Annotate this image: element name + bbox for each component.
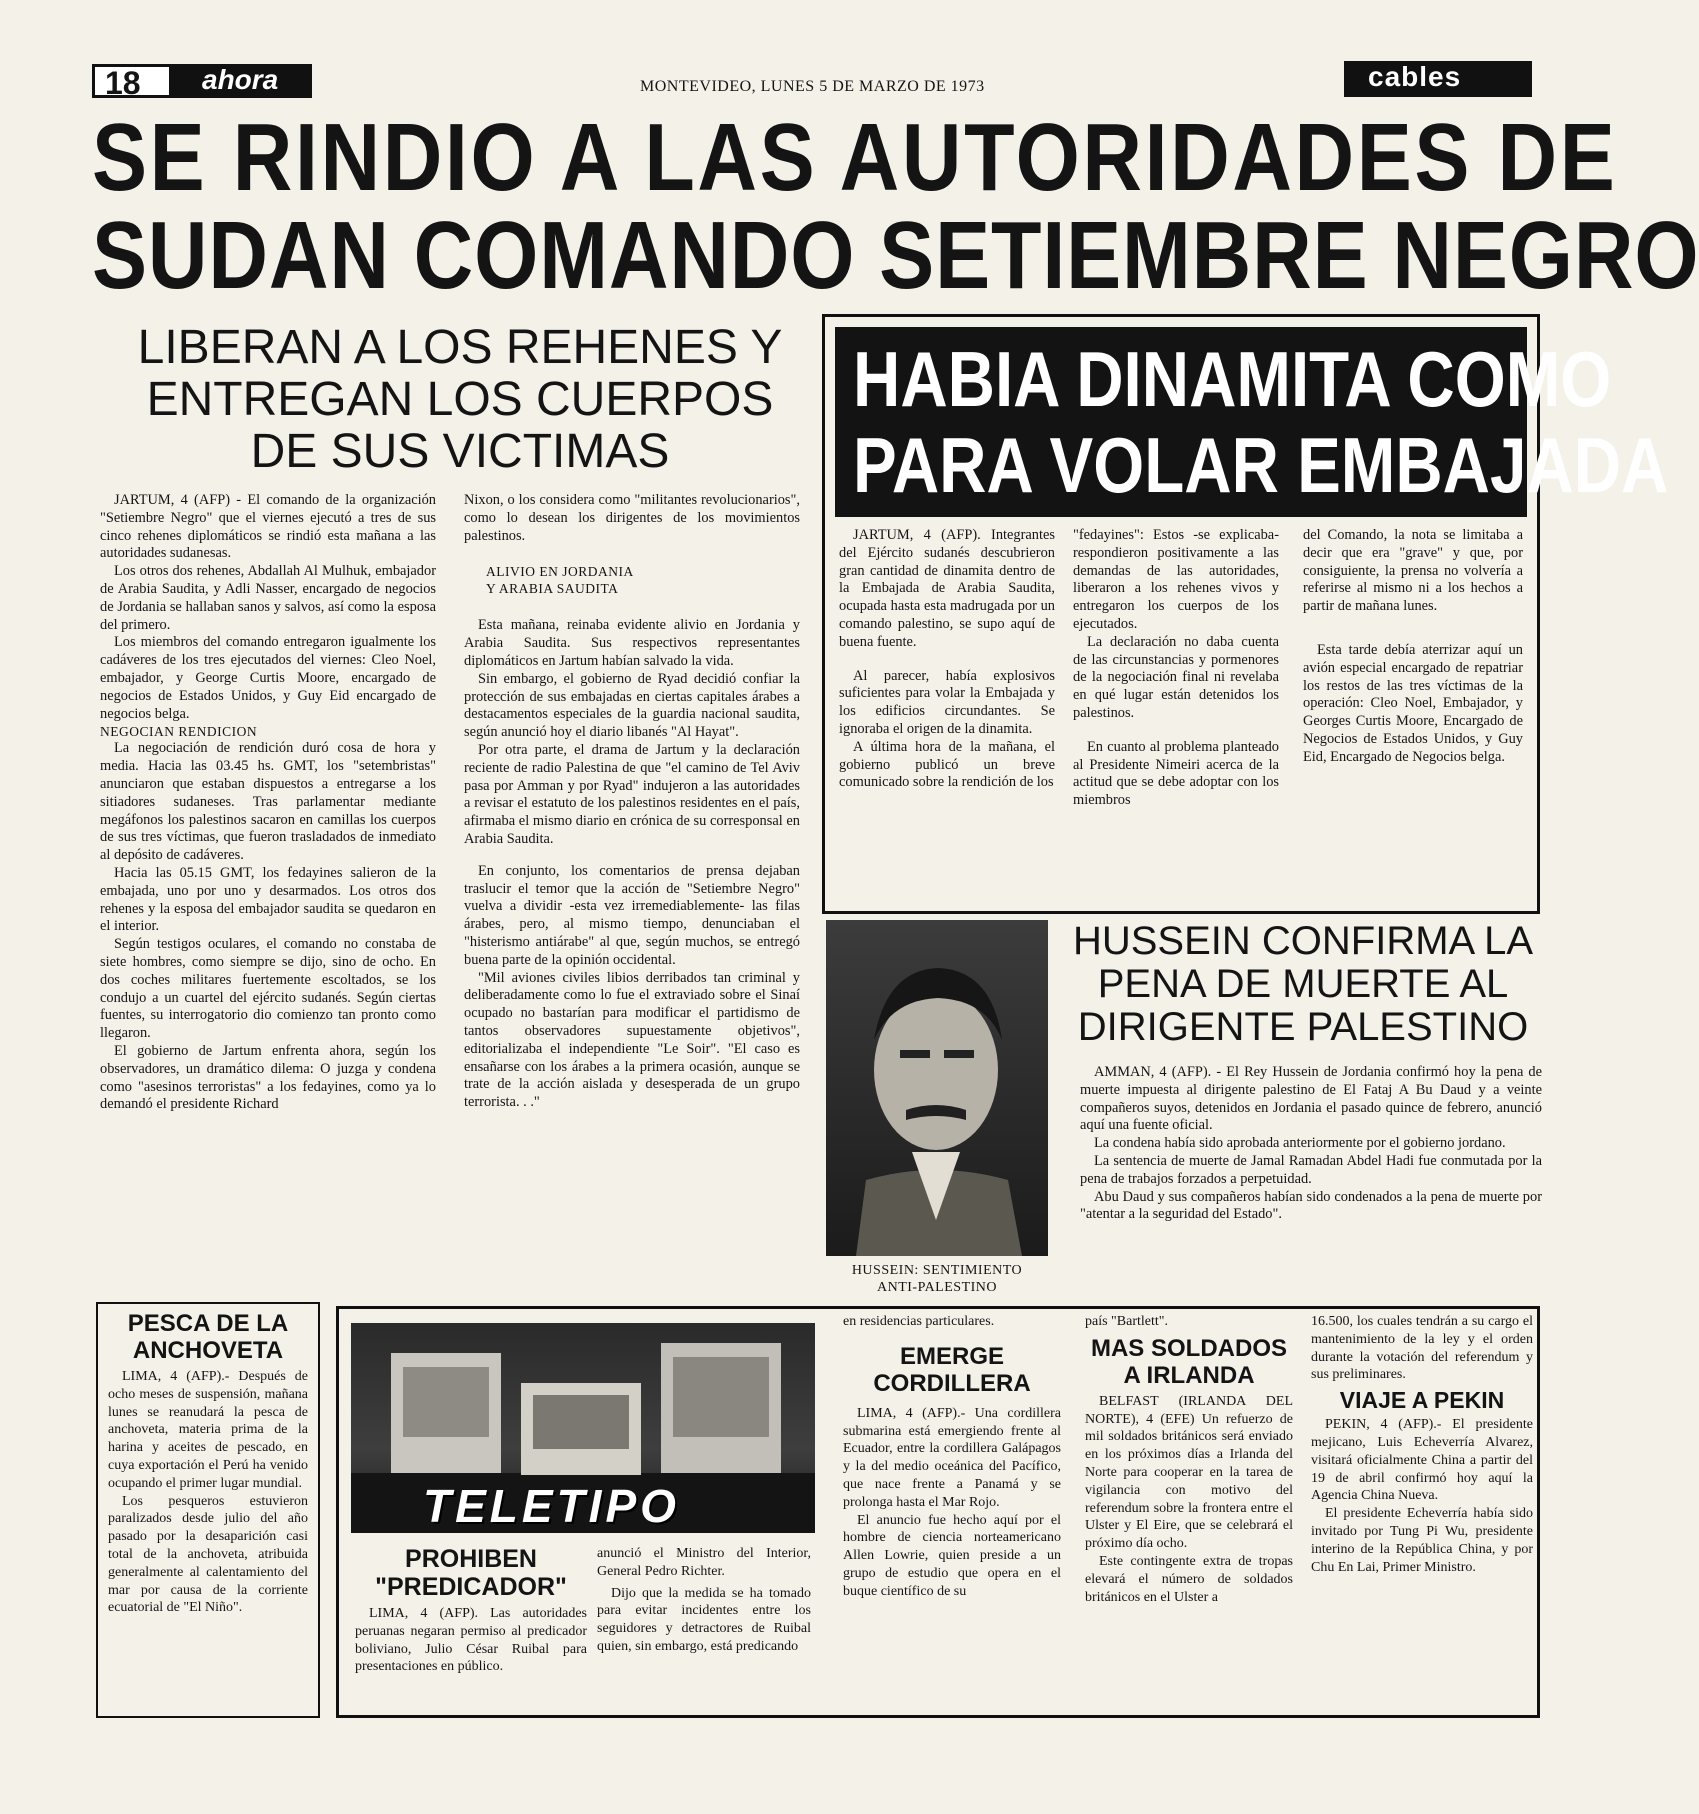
paragraph: Los pesqueros estuvieron paralizados desde julio del año pasado por la desaparición casi total de la anchoveta, atribuida generalmente al calentamiento del mar por causa de la corriente ecuatorial de "El Niño". (108, 1493, 308, 1616)
prohiben-headline-line-2: "PREDICADOR" (375, 1573, 567, 1601)
caption-line-2: ANTI-PALESTINO (876, 1280, 998, 1295)
paragraph: LIMA, 4 (AFP). Las autoridades peruanas negaran permiso al predicador boliviano, Julio César Ruibal para presentaciones en público. (355, 1606, 587, 1675)
pekin-headline: VIAJE A PEKIN (1339, 1387, 1505, 1414)
paragraph: La condena había sido aprobada anteriormente por el gobierno jordano. (1094, 1135, 1506, 1152)
page-number-box (92, 64, 172, 101)
cordillera-lead: en residencias particulares. (843, 1314, 995, 1329)
section-label: ahora (202, 64, 279, 95)
irlanda-lead: país "Bartlett". (1085, 1314, 1168, 1329)
main-story-subhead (110, 322, 810, 478)
prohiben-headline-line-1: PROHIBEN (405, 1545, 537, 1573)
cordillera-headline-line-1: EMERGE (899, 1342, 1004, 1370)
paragraph: anunció el Ministro del Interior, General Pedro Richter. (597, 1546, 811, 1579)
anchoveta-story-box (96, 1302, 320, 1718)
page-number: 18 (105, 65, 141, 101)
anchoveta-headline-line-2: ANCHOVETA (132, 1337, 284, 1364)
main-story-column-2 (464, 492, 800, 1294)
subhead-line-1: LIBERAN A LOS REHENES Y (137, 321, 783, 374)
paragraph: "Mil aviones civiles libios derribados tan criminal y deliberadamente como lo fue el extraviado sobre el Sinaí ocupado no bastarían para modificar el partidismo de tantos observadores supuestamente objetivos", editorializaba el independiente "Le Soir". "El caso es ensañarse con los árabes a la primera ocasión, aunque se trate de la acción aislada y desesperada de un grupo terrorista. . ." (464, 969, 800, 1111)
paragraph: Según testigos oculares, el comando no constaba de siete hombres, como siempre se dijo, sino de ocho. En dos coches militares fuertemente escoltados, se los condujo a un cuartel del ejército sudanés. Según ciertas fuentes, su interrogatorio dio comienzo tan pronto como llegaron. (100, 936, 436, 1042)
section-right-box (1344, 61, 1532, 97)
hussein-headline-line-2: PENA DE MUERTE AL (1097, 962, 1509, 1006)
dynamite-column-3 (1303, 527, 1523, 902)
dynamite-headline-block (835, 327, 1669, 517)
masthead (92, 61, 1532, 101)
alivio-subheading (464, 563, 800, 597)
irlanda-headline-line-2: A IRLANDA (1123, 1361, 1255, 1389)
dynamite-column-2 (1073, 527, 1279, 902)
headline-line-1: SE RINDIO A LAS AUTORIDADES DE (92, 104, 1618, 211)
paragraph: Dijo que la medida se ha tomado para evitar incidentes entre los seguidores y detractores de Ruibal quien, sin embargo, está predicando (597, 1585, 811, 1654)
paragraph: Hacia las 05.15 GMT, los fedayines salieron de la embajada, uno por uno y desarmados. Los otros dos rehenes y la esposa del embajador saudita se quedaron en el interior. (100, 864, 436, 935)
paragraph: Esta tarde debía aterrizar aquí un avión especial encargado de repatriar los restos de las tres víctimas de la operación: Cleo Noel, Embajador, y Georges Curtis Moore, Encargado de Negocios de Estados Unidos, y Guy Eid, Encargado de Negocios belga. (1303, 641, 1523, 765)
paragraph: LIMA, 4 (AFP).- Después de ocho meses de suspensión, mañana lunes se reanudará la pesca de anchoveta, materia prima de la harina y aceites de pescado, en cuya exportación el Perú ha venido ocupando el primer lugar mundial. (108, 1369, 308, 1491)
teletipo-box (336, 1306, 1540, 1718)
dynamite-headline-line-2: PARA VOLAR EMBAJADA (853, 421, 1669, 509)
hussein-body (1080, 1064, 1542, 1300)
paragraph: JARTUM, 4 (AFP). Integrantes del Ejército sudanés descubrieron gran cantidad de dinamita dentro de la Embajada de Arabia Saudita, ocupada hasta esta madrugada por un comando palestino, se supo aquí de buena fuente. (839, 527, 1055, 650)
paragraph: LIMA, 4 (AFP).- Una cordillera submarina está emergiendo frente al Ecuador, entre la cordillera Galápagos y la del medio oceánica del Pacífico, que nace frente a Panamá y se prolonga hasta el Mar Rojo. (843, 1405, 1061, 1510)
paragraph: "fedayines": Estos -se explicaba- respondieron positivamente a las demandas de las autoridades, liberaron a los rehenes vivos y entregaron los cuerpos de los ejecutados. (1073, 527, 1279, 632)
irlanda-column (1085, 1313, 1293, 1713)
negocian-subheading: NEGOCIAN RENDICION (100, 724, 258, 740)
main-headline (92, 104, 1699, 310)
paragraph: PEKIN, 4 (AFP).- El presidente mejicano, Luis Echeverría Alvarez, visitará oficialmente China a partir del 19 de abril confirmó hoy aquí la Agencia China Nueva. (1311, 1417, 1533, 1504)
headline-line-2: SUDAN COMANDO SETIEMBRE NEGRO (92, 202, 1699, 309)
prohiben-headline (351, 1545, 591, 1601)
prohiben-column-2 (597, 1545, 811, 1713)
paragraph: Los miembros del comando entregaron igualmente los cadáveres de los tres ejecutados del viernes: Cleo Noel, embajador, y George Curtis Moore, encargado de negocios de Estados Unidos, y Guy Eid encargado de negocios belga. (100, 634, 436, 722)
subhead-line-2: ENTREGAN LOS CUERPOS (146, 373, 774, 426)
paragraph: Sin embargo, el gobierno de Ryad decidió confiar la protección de sus embajadas en ciertas capitales árabes a destacamentos especiales de la guardia nacional saudita, según anunció hoy el diario libanés "Al Hayat". (464, 670, 800, 741)
paragraph: BELFAST (IRLANDA DEL NORTE), 4 (EFE) Un refuerzo de mil soldados británicos será enviado en los próximos días a Irlanda del Norte para cooperar en la tarea de vigilancia con motivo del referendum sobre la frontera entre el Ulster y El Eire, que se celebrará el próximo día ocho. (1085, 1393, 1293, 1552)
paragraph: En cuanto al problema planteado al Presidente Nimeiri acerca de la actitud que se debe adoptar con los miembros (1073, 738, 1279, 809)
portrait-illustration (826, 920, 1048, 1256)
hussein-photo-caption (826, 1262, 1048, 1296)
dateline: MONTEVIDEO, LUNES 5 DE MARZO DE 1973 (640, 78, 985, 95)
paragraph: Al parecer, había explosivos suficientes para volar la Embajada y los edificios circundantes. Se ignoraba el origen de la dinamita. (839, 667, 1055, 737)
paragraph: JARTUM, 4 (AFP) - El comando de la organización "Setiembre Negro" que el viernes ejecutó a tres de sus cinco rehenes diplomáticos se rindió esta mañana a las autoridades sudanesas. (100, 492, 436, 562)
paragraph: La negociación de rendición duró cosa de hora y media. Hacia las 03.45 hs. GMT, los "setembristas" anunciaron que estaban dispuestos a entregarse a los sitiadores sudaneses. Tras parlamentar mediante megáfonos los palestinos sacaron en camillas los cuerpos de sus tres víctimas, que fueron trasladados de inmediato al depósito de cadáveres. (100, 740, 436, 864)
paragraph: La declaración no daba cuenta de las circunstancias y pormenores de la negociación final ni revelaba en qué lugar están detenidos los palestinos. (1073, 633, 1279, 721)
pekin-column (1311, 1313, 1533, 1713)
anchoveta-body (108, 1368, 308, 1617)
paragraph: Abu Daud y sus compañeros habían sido condenados a la pena de muerte por "atentar a la seguridad del Estado". (1080, 1188, 1542, 1223)
cordillera-headline (843, 1343, 1061, 1397)
paragraph: del Comando, la nota se limitaba a decir que era "grave" y que, por consiguiente, la prensa no volvería a referirse al mismo ni a los hechos a partir de mañana lunes. (1303, 527, 1523, 615)
paragraph: AMMAN, 4 (AFP). - El Rey Hussein de Jordania confirmó hoy la pena de muerte impuesta al dirigente palestino de El Fataj A Bu Daud y a veinte compañeros suyos, detenidos en Jordania el pasado quince de febrero, anunció aquí una fuente oficial. (1080, 1064, 1542, 1134)
paragraph: El anuncio fue hecho aquí por el hombre de ciencia norteamericano Allen Lowrie, quien preside a un grupo de estudio que opera en el buque científico de su (843, 1512, 1061, 1599)
paragraph: Este contingente extra de tropas elevará el número de soldados británicos en el Ulster a (1085, 1553, 1293, 1605)
main-story-column-1 (100, 492, 436, 1294)
section-right-label: cables (1368, 61, 1462, 92)
paragraph: Por otra parte, el drama de Jartum y la declaración reciente de radio Palestina de que "el camino de Tel Aviv pasa por Amman y por Ryad" indujeron a las autoridades a revisar el estatuto de los palestinos residentes en el país, afirmaba el mismo diario en crónica de su corresponsal en Arabia Saudita. (464, 741, 800, 847)
caption-line-1: HUSSEIN: SENTIMIENTO (851, 1263, 1023, 1278)
paragraph: La sentencia de muerte de Jamal Ramadan Abdel Hadi fue conmutada por la pena de trabajos forzados a perpetuidad. (1080, 1152, 1542, 1187)
paragraph: Los otros dos rehenes, Abdallah Al Mulhuk, embajador de Arabia Saudita, y Adli Nasser, encargado de negocios de Jordania se hallaban sanos y salvos, así como la esposa del primero. (100, 563, 436, 633)
subhead-line-3: DE SUS VICTIMAS (250, 425, 670, 478)
hussein-photo (826, 920, 1048, 1256)
anchoveta-headline (108, 1310, 308, 1364)
hussein-headline (1058, 920, 1548, 1049)
pekin-lead: 16.500, los cuales tendrán a su cargo el mantenimiento de la ley y el orden durante la votación del referendum y sus preliminares. (1311, 1314, 1533, 1383)
dynamite-column-1 (839, 527, 1055, 902)
paragraph: En conjunto, los comentarios de prensa dejaban traslucir el temor que la acción de "Setiembre Negro" vuelva a dividir -esta vez irremediablemente- las filas árabes, pero, al mismo tiempo, denunciaban el "histerismo antiárabe" al que, según muchos, se entregó buena parte de la opinión occidental. (464, 862, 800, 968)
dynamite-headline-line-1: HABIA DINAMITA COMO (853, 335, 1612, 423)
hussein-headline-line-1: HUSSEIN CONFIRMA LA (1072, 919, 1534, 963)
paragraph: El gobierno de Jartum enfrenta ahora, según los observadores, un dramático dilema: O juzga y condena como "asesinos terroristas" a los fedayines, como ya lo demandó el presidente Richard (100, 1042, 436, 1113)
paragraph: Esta mañana, reinaba evidente alivio en Jordania y Arabia Saudita. Sus respectivos representantes diplomáticos en Jartum habían salvado la vida. (464, 617, 800, 669)
dynamite-story-box (822, 314, 1669, 914)
irlanda-headline-line-1: MAS SOLDADOS (1090, 1334, 1287, 1362)
paragraph: El presidente Echeverría había sido invitado por Tung Pi Wu, presidente interino de la República China, y por Chu En Lai, Primer Ministro. (1311, 1506, 1533, 1575)
paragraph: A última hora de la mañana, el gobierno publicó un breve comunicado sobre la rendición de los (839, 738, 1055, 791)
cordillera-headline-line-2: CORDILLERA (873, 1369, 1031, 1397)
hussein-headline-line-3: DIRIGENTE PALESTINO (1077, 1005, 1529, 1049)
prohiben-column-1 (355, 1605, 587, 1713)
alivio-subheading-line-2: Y ARABIA SAUDITA (486, 581, 619, 597)
alivio-subheading-line-1: ALIVIO EN JORDANIA (486, 564, 634, 580)
section-label-box (172, 64, 312, 98)
irlanda-headline (1085, 1335, 1293, 1389)
cordillera-column (843, 1313, 1061, 1713)
paragraph: Nixon, o los considera como "militantes revolucionarios", como lo desean los dirigentes de los movimientos palestinos. (464, 492, 800, 544)
teletipo-banner: TELETIPO (423, 1480, 680, 1532)
anchoveta-headline-line-1: PESCA DE LA (127, 1310, 289, 1337)
